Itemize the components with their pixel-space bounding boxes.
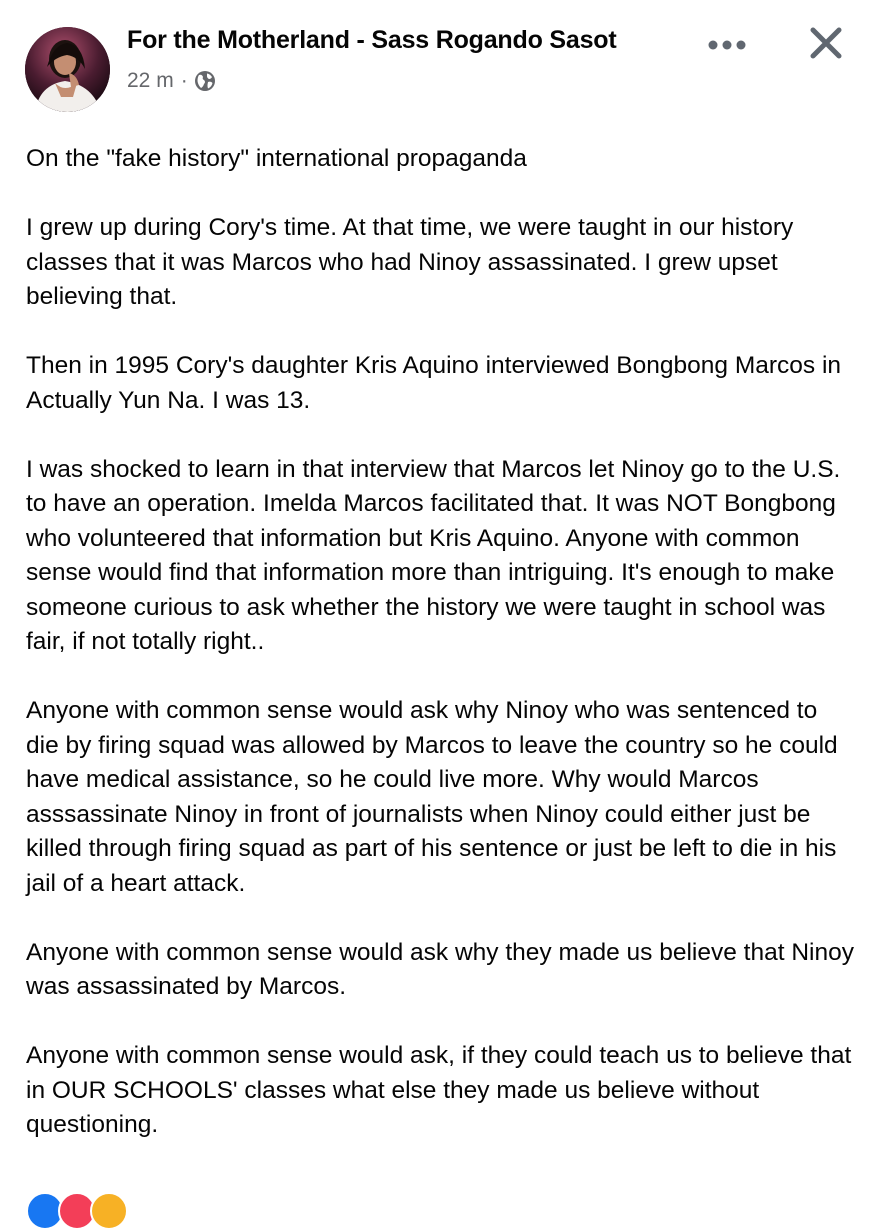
avatar-photo	[25, 27, 110, 112]
close-button[interactable]	[803, 20, 849, 66]
reaction-icons[interactable]	[26, 1192, 122, 1212]
post-paragraph: Anyone with common sense would ask why Ninoy who was sentenced to die by firing squad was allowed by Marcos to leave the country so he could have medical assistance, so he could live more. Why would Marcos asssassinate Ninoy in front of journalists when Ninoy could either just be killed through firing squad as part of his sentence or just be left to die in his jail of a heart attack.	[26, 697, 838, 897]
post-time[interactable]: 22 m	[127, 69, 174, 92]
globe-icon[interactable]	[194, 70, 216, 92]
more-options-button[interactable]	[704, 25, 750, 65]
close-icon	[809, 26, 843, 60]
post-body	[26, 142, 856, 1177]
post-paragraph: Anyone with common sense would ask why they made us believe that Ninoy was assassinated by Marcos.	[26, 938, 854, 1000]
post-paragraph: I was shocked to learn in that interview that Marcos let Ninoy go to the U.S. to have an operation. Imelda Marcos facilitated that. It was NOT Bongbong who volunteered that information but Kris Aquino. Anyone with common sense would find that information more than intriguing. It's enough to make someone curious to ask whether the history we were taught in school was fair, if not totally right..	[26, 455, 841, 655]
haha-icon	[90, 1192, 128, 1230]
post-paragraph: On the "fake history" international propaganda	[26, 145, 527, 172]
post-paragraph: Anyone with common sense would ask, if they could teach us to believe that in OUR SCHOOLS' classes what else they made us believe without questioning.	[26, 1042, 852, 1138]
author-avatar[interactable]	[25, 27, 110, 112]
post-paragraph: I grew up during Cory's time. At that time, we were taught in our history classes that it was Marcos who had Ninoy assassinated. I grew upset believing that.	[26, 214, 794, 310]
author-name[interactable]: For the Motherland - Sass Rogando Sasot	[127, 26, 617, 54]
post-paragraph: Then in 1995 Cory's daughter Kris Aquino interviewed Bongbong Marcos in Actually Yun Na. I was 13.	[26, 352, 842, 414]
post-meta	[127, 67, 216, 95]
meta-separator: ·	[180, 69, 188, 92]
more-dots-icon	[707, 39, 747, 51]
post-header	[0, 0, 869, 120]
